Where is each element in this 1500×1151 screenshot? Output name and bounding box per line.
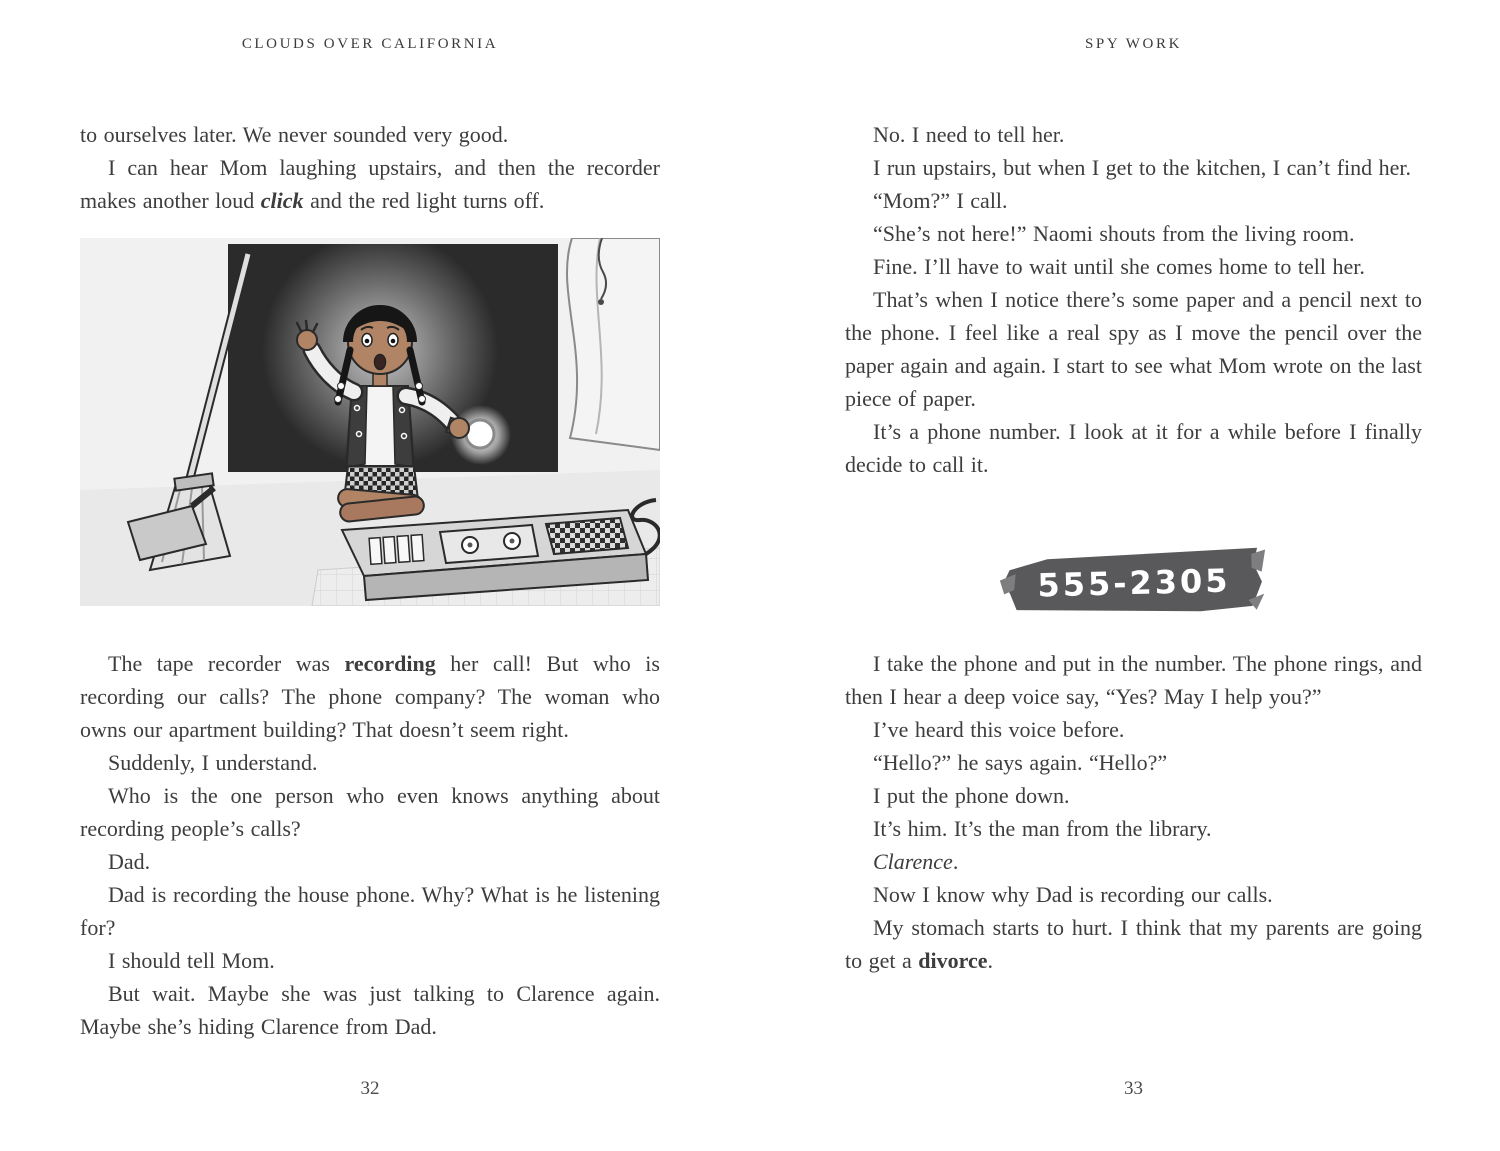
left-text-top [80,118,660,217]
right-running-head: SPY WORK [1084,36,1183,52]
speaker-grille [546,518,628,554]
left-text-bottom [80,647,660,1043]
paragraph: Fine. I’ll have to wait until she comes home to tell her. [873,254,1365,279]
right-page [845,0,1422,1151]
paragraph: That’s when I notice there’s some paper and a pencil next to the phone. I feel like a real spy as I move the pencil over the paper again and again. I start to see what Mom wrote on the last piece of paper. [845,287,1422,411]
paragraph: It’s him. It’s the man from the library. [873,816,1212,841]
paragraph: The tape recorder was recording her call! But who is recording our calls? The phone company? The woman who owns our apartment building? That doesn’t seem right. [80,651,660,742]
paragraph: I put the phone down. [873,783,1070,808]
paragraph: Who is the one person who even knows anything about recording people’s calls? [80,783,660,841]
paragraph: Clarence. [873,849,959,874]
paragraph: I take the phone and put in the number. The phone rings, and then I hear a deep voice say, “Yes? May I help you?” [845,651,1422,709]
right-text-top [845,118,1422,481]
right-page-number: 33 [1124,1078,1143,1099]
left-page [80,0,660,1151]
phone-number-text: 555-2305 [1036,561,1231,605]
paragraph: It’s a phone number. I look at it for a while before I finally decide to call it. [845,419,1422,477]
paragraph: “Hello?” he says again. “Hello?” [873,750,1168,775]
curtain [567,238,660,450]
paragraph: I should tell Mom. [108,948,275,973]
right-text-bottom [845,647,1422,977]
left-running-head: CLOUDS OVER CALIFORNIA [241,36,499,52]
paragraph: Dad is recording the house phone. Why? What is he listening for? [80,882,660,940]
story-illustration [80,238,660,606]
paragraph: “Mom?” I call. [873,188,1008,213]
paragraph: My stomach starts to hurt. I think that my parents are going to get a divorce. [845,915,1422,973]
paragraph: Suddenly, I understand. [108,750,318,775]
paragraph: But wait. Maybe she was just talking to Clarence again. Maybe she’s hiding Clarence from Dad. [80,981,660,1039]
paragraph: to ourselves later. We never sounded very good. [80,122,509,147]
paragraph: I’ve heard this voice before. [873,717,1125,742]
paragraph: Dad. [108,849,151,874]
paragraph: “She’s not here!” Naomi shouts from the living room. [873,221,1355,246]
paragraph: No. I need to tell her. [873,122,1065,147]
paragraph: I run upstairs, but when I get to the kitchen, I can’t find her. [873,155,1412,180]
paragraph: I can hear Mom laughing upstairs, and then the recorder makes another loud click and the red light turns off. [80,155,660,213]
phone-number-graphic [845,543,1422,627]
left-page-number: 32 [360,1078,380,1099]
paragraph: Now I know why Dad is recording our calls. [873,882,1273,907]
cassette-window [440,525,538,563]
